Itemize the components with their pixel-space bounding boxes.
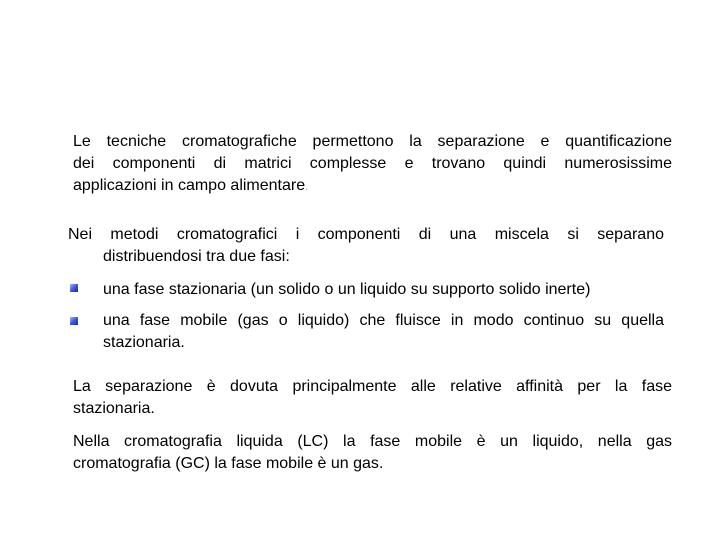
methods-line-2: distribuendosi tra due fasi: [103, 248, 290, 265]
methods-paragraph [68, 224, 664, 268]
intro-line-3: applicazioni in campo alimentare [73, 177, 306, 194]
phase-mobile-line-1: una fase mobile (gas o liquido) che fluisce in modo continuo su quella [103, 312, 664, 329]
square-bullet-icon [70, 284, 78, 292]
methods-line-1: Nei metodi cromatografici i componenti di una miscela si separano [68, 226, 664, 243]
phase-mobile-line-2: stazionaria. [103, 334, 185, 351]
intro-line-3-wrap [73, 175, 672, 198]
intro-line-3-end: . [305, 181, 309, 193]
liquid-gas-line-1: Nella cromatografia liquida (LC) la fase mobile è un liquido, nella gas [73, 433, 672, 450]
intro-line-2: dei componenti di matrici complesse e trovano quindi numerosissime [73, 155, 672, 172]
phase-stationary-text: una fase stazionaria (un solido o un liquido su supporto solido inerte) [103, 281, 591, 298]
separation-line-2: stazionaria. [73, 400, 155, 417]
phase-item-mobile [103, 310, 664, 354]
phase-item-stationary [103, 279, 664, 301]
intro-line-1: Le tecniche cromatografiche permettono la separazione e quantificazione [73, 133, 672, 150]
liquid-gas-paragraph [73, 431, 672, 475]
intro-paragraph [73, 131, 672, 198]
separation-paragraph [73, 376, 672, 420]
liquid-gas-line-2: cromatografia (GC) la fase mobile è un gas. [73, 455, 384, 472]
square-bullet-icon [70, 317, 78, 325]
separation-line-1: La separazione è dovuta principalmente alle relative affinità per la fase [73, 378, 672, 395]
